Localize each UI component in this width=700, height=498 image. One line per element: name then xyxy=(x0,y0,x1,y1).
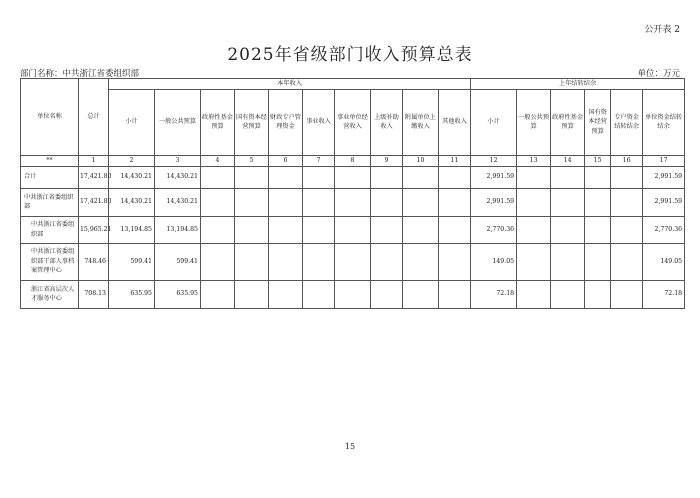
table-cell xyxy=(335,280,371,308)
table-cell xyxy=(551,243,585,280)
table-cell xyxy=(335,216,371,243)
header-current-col: 附属单位上缴收入 xyxy=(403,89,439,155)
table-cell xyxy=(517,166,551,188)
table-cell xyxy=(201,280,235,308)
table-cell xyxy=(235,188,269,216)
table-cell xyxy=(201,243,235,280)
table-cell: 14,430.21 xyxy=(109,166,155,188)
header-carryover-col: 国有资本经营预算 xyxy=(585,89,611,155)
table-cell: 14,430.21 xyxy=(109,188,155,216)
header-group-row xyxy=(21,79,685,90)
table-cell xyxy=(303,280,335,308)
table-cell: 13,194.85 xyxy=(109,216,155,243)
table-cell xyxy=(371,280,403,308)
header-col-number: 13 xyxy=(517,155,551,166)
table-cell xyxy=(403,216,439,243)
header-current-col: 一般公共预算 xyxy=(155,89,201,155)
table-cell: 13,194.85 xyxy=(155,216,201,243)
table-cell xyxy=(269,243,303,280)
table-cell xyxy=(439,280,471,308)
header-col-number: 7 xyxy=(303,155,335,166)
department-label: 部门名称：中共浙江省委组织部 xyxy=(20,69,140,79)
table-row xyxy=(21,166,685,188)
table-cell xyxy=(439,216,471,243)
table-cell xyxy=(201,188,235,216)
header-total: 总计 xyxy=(79,79,109,156)
page-number: 15 xyxy=(344,442,356,451)
table-cell xyxy=(551,188,585,216)
table-cell xyxy=(201,216,235,243)
header-current-col: 小计 xyxy=(109,89,155,155)
header-col-number: 16 xyxy=(611,155,643,166)
header-col-number: 8 xyxy=(335,155,371,166)
header-current-income-group: 本年收入 xyxy=(109,79,471,90)
row-unit-name: 中共浙江省委组织部干部人事档案管理中心 xyxy=(21,243,79,280)
table-cell xyxy=(335,243,371,280)
table-cell xyxy=(611,243,643,280)
header-carryover-col: 单位资金结转结余 xyxy=(643,89,685,155)
table-cell xyxy=(371,243,403,280)
table-cell: 599.41 xyxy=(155,243,201,280)
table-cell: 599.41 xyxy=(109,243,155,280)
table-cell: 149.05 xyxy=(643,243,685,280)
header-col-number: 17 xyxy=(643,155,685,166)
table-cell: 15,965.21 xyxy=(79,216,109,243)
header-col-number: 1 xyxy=(79,155,109,166)
header-current-col: 财政专户管理资金 xyxy=(269,89,303,155)
header-subcolumn-row xyxy=(21,89,685,155)
table-cell xyxy=(585,188,611,216)
table-cell xyxy=(201,166,235,188)
header-carryover-group: 上年结转结余 xyxy=(471,79,685,90)
header-col-number: 2 xyxy=(109,155,155,166)
table-cell xyxy=(371,166,403,188)
table-row xyxy=(21,280,685,308)
table-cell xyxy=(269,188,303,216)
header-current-col: 国有资本经营预算 xyxy=(235,89,269,155)
row-unit-name: 合计 xyxy=(21,166,79,188)
header-current-col: 其他收入 xyxy=(439,89,471,155)
table-cell xyxy=(371,216,403,243)
row-unit-name: 浙江省高层次人才服务中心 xyxy=(21,280,79,308)
table-cell xyxy=(235,216,269,243)
table-cell xyxy=(235,166,269,188)
table-cell: 72.18 xyxy=(471,280,517,308)
header-carryover-col: 一般公共预算 xyxy=(517,89,551,155)
header-col-number: 5 xyxy=(235,155,269,166)
table-row xyxy=(21,243,685,280)
unit-label: 单位：万元 xyxy=(637,69,680,79)
table-cell xyxy=(403,243,439,280)
table-cell: 2,770.36 xyxy=(643,216,685,243)
table-cell: 2,991.59 xyxy=(643,188,685,216)
table-cell: 748.46 xyxy=(79,243,109,280)
table-cell xyxy=(611,280,643,308)
table-cell xyxy=(269,216,303,243)
table-cell xyxy=(551,216,585,243)
table-cell xyxy=(611,188,643,216)
table-cell xyxy=(551,166,585,188)
table-cell xyxy=(585,280,611,308)
table-cell xyxy=(439,166,471,188)
header-col-number: 9 xyxy=(371,155,403,166)
table-cell xyxy=(611,166,643,188)
table-cell: 17,421.80 xyxy=(79,166,109,188)
table-cell: 635.95 xyxy=(155,280,201,308)
header-current-col: 上级补助收入 xyxy=(371,89,403,155)
page-title: 2025年省级部门收入预算总表 xyxy=(227,45,473,65)
table-cell: 2,991.59 xyxy=(643,166,685,188)
header-col-number: 15 xyxy=(585,155,611,166)
table-cell: 708.13 xyxy=(79,280,109,308)
table-cell xyxy=(517,188,551,216)
table-cell: 149.05 xyxy=(471,243,517,280)
table-cell xyxy=(439,243,471,280)
table-cell xyxy=(585,243,611,280)
header-carryover-col: 政府性基金预算 xyxy=(551,89,585,155)
table-cell xyxy=(269,280,303,308)
table-cell xyxy=(235,243,269,280)
table-cell: 2,991.59 xyxy=(471,188,517,216)
header-current-col: 政府性基金预算 xyxy=(201,89,235,155)
table-cell xyxy=(403,188,439,216)
table-cell xyxy=(371,188,403,216)
table-cell xyxy=(403,166,439,188)
table-cell xyxy=(585,166,611,188)
row-unit-name: 中共浙江省委组织部 xyxy=(21,188,79,216)
table-cell: 635.95 xyxy=(109,280,155,308)
table-cell: 72.18 xyxy=(643,280,685,308)
corner-label: 公开表 2 xyxy=(644,25,680,35)
table-cell: 2,991.59 xyxy=(471,166,517,188)
header-carryover-col: 小计 xyxy=(471,89,517,155)
table-cell xyxy=(335,188,371,216)
table-cell xyxy=(439,188,471,216)
header-col-number: 6 xyxy=(269,155,303,166)
table-cell xyxy=(517,243,551,280)
row-unit-name: 中共浙江省委组织部 xyxy=(21,216,79,243)
table-cell xyxy=(303,188,335,216)
header-unit-name: 单位名称 xyxy=(21,79,79,156)
table-cell xyxy=(235,280,269,308)
table-cell xyxy=(517,280,551,308)
table-cell xyxy=(611,216,643,243)
header-col-number: 4 xyxy=(201,155,235,166)
table-cell xyxy=(303,216,335,243)
table-cell xyxy=(303,166,335,188)
table-cell xyxy=(335,166,371,188)
header-col-number: 14 xyxy=(551,155,585,166)
header-carryover-col: 专户资金结转结余 xyxy=(611,89,643,155)
header-index-label: ** xyxy=(21,155,79,166)
table-row xyxy=(21,216,685,243)
budget-table xyxy=(20,78,685,309)
header-column-number-row xyxy=(21,155,685,166)
table-cell xyxy=(403,280,439,308)
table-cell: 14,430.21 xyxy=(155,188,201,216)
table-cell xyxy=(303,243,335,280)
header-col-number: 11 xyxy=(439,155,471,166)
table-cell: 2,770.36 xyxy=(471,216,517,243)
header-current-col: 事业单位经营收入 xyxy=(335,89,371,155)
table-cell xyxy=(551,280,585,308)
header-col-number: 10 xyxy=(403,155,439,166)
header-col-number: 3 xyxy=(155,155,201,166)
table-cell xyxy=(585,216,611,243)
table-cell: 17,421.80 xyxy=(79,188,109,216)
header-current-col: 事业收入 xyxy=(303,89,335,155)
table-row xyxy=(21,188,685,216)
header-col-number: 12 xyxy=(471,155,517,166)
table-cell: 14,430.21 xyxy=(155,166,201,188)
table-cell xyxy=(517,216,551,243)
table-cell xyxy=(269,166,303,188)
